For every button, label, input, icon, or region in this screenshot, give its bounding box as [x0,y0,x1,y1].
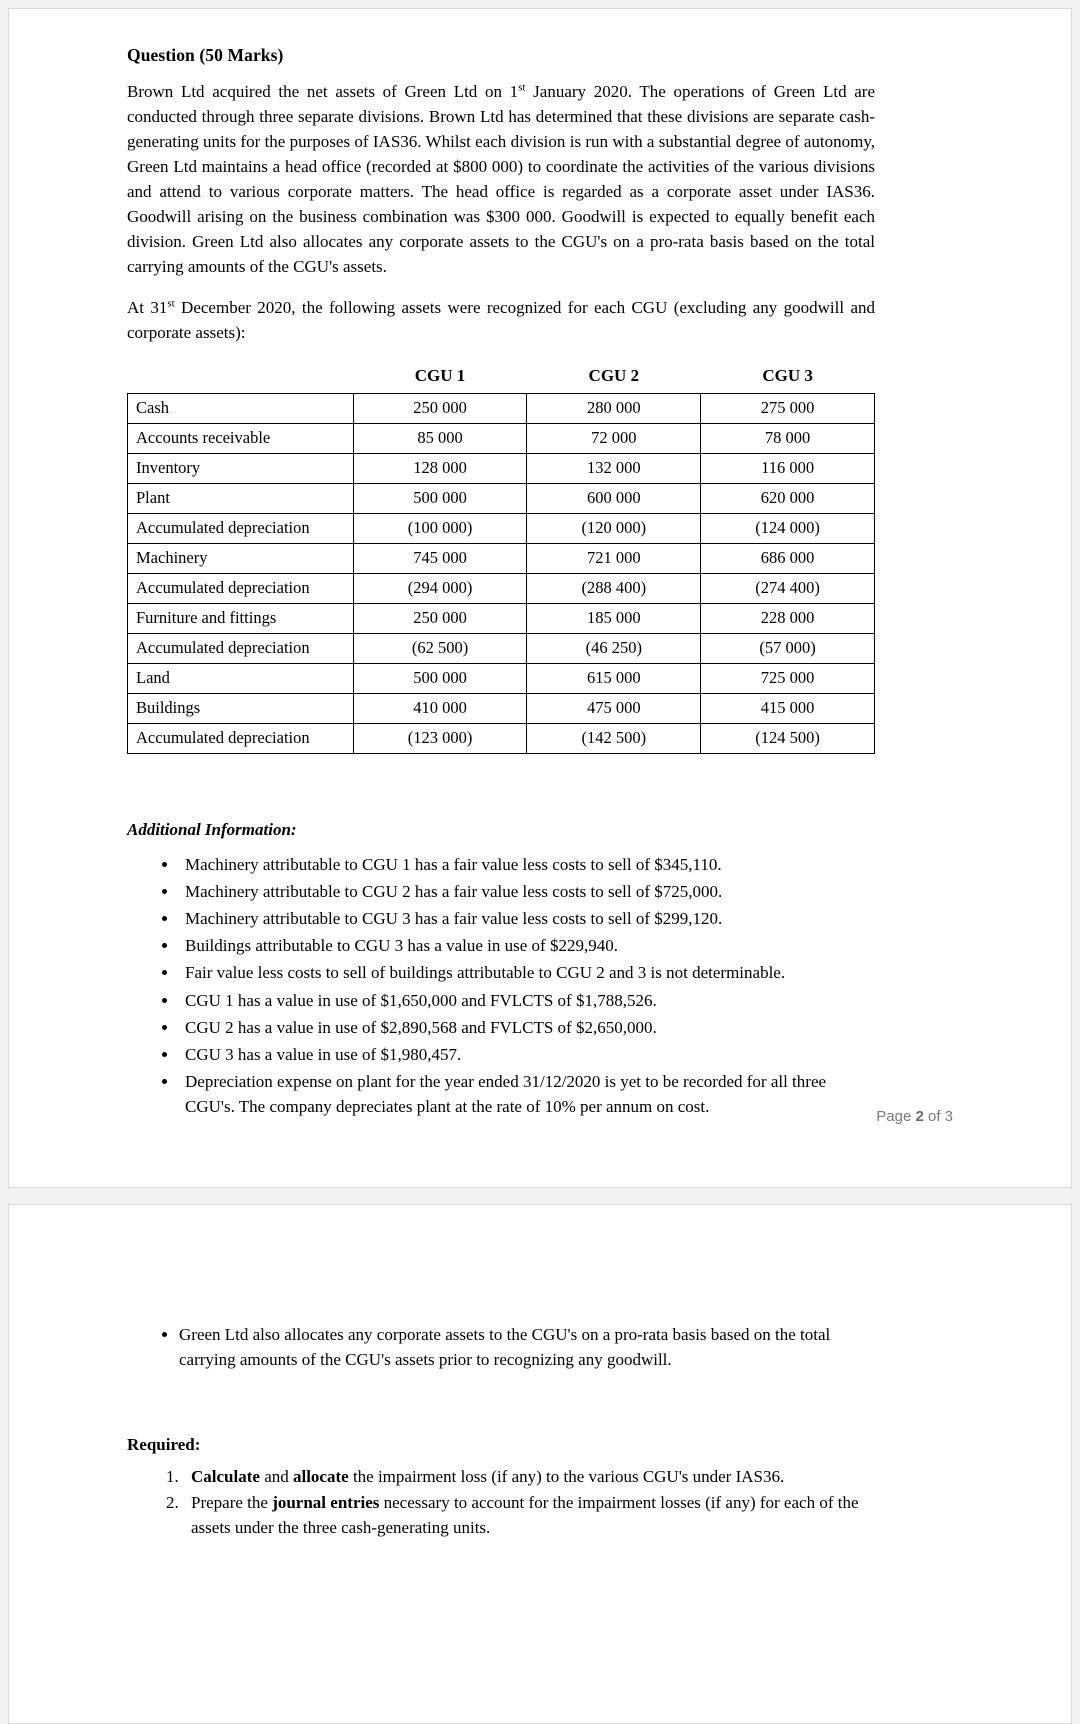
row-value-cgu1: 250 000 [353,393,527,423]
requirements-list [127,1465,875,1541]
row-value-cgu2: (142 500) [527,723,701,753]
row-value-cgu2: (288 400) [527,573,701,603]
ordinal-suffix-2: st [167,297,175,310]
requirement-2-rest: necessary to account for the impairment losses (if any) for each of the assets under the three cash-generating units. [191,1492,859,1537]
list-item: • Machinery attributable to CGU 3 has a fair value less costs to sell of $299,120. [179,906,875,931]
table-row [128,453,875,483]
row-label: Cash [128,393,354,423]
row-value-cgu1: (123 000) [353,723,527,753]
paragraph-assets-post: December 2020, the following assets were recognized for each CGU (excluding any goodwill and corporate assets): [127,297,876,342]
row-value-cgu1: (100 000) [353,513,527,543]
row-label: Accumulated depreciation [128,633,354,663]
row-value-cgu3: (274 400) [701,573,875,603]
list-item: • CGU 3 has a value in use of $1,980,457. [179,1042,875,1067]
row-value-cgu1: 500 000 [353,483,527,513]
row-label: Accumulated depreciation [128,513,354,543]
row-value-cgu3: 620 000 [701,483,875,513]
row-label: Accounts receivable [128,423,354,453]
row-value-cgu2: 475 000 [527,693,701,723]
additional-information-list [127,852,875,1120]
row-value-cgu1: 410 000 [353,693,527,723]
row-value-cgu1: 745 000 [353,543,527,573]
table-row [128,543,875,573]
table-row [128,573,875,603]
list-item: • Green Ltd also allocates any corporate assets to the CGU's on a pro-rata basis based on the total carrying amounts of the CGU's assets prior to recognizing any goodwill. [179,1323,875,1373]
page-number [876,1108,953,1125]
row-value-cgu3: (57 000) [701,633,875,663]
requirement-2-bold: journal entries [272,1492,380,1512]
cgu-assets-table [127,362,875,754]
page-number-prefix: Page [876,1108,916,1125]
row-value-cgu1: 85 000 [353,423,527,453]
row-label: Accumulated depreciation [128,723,354,753]
paragraph-intro [127,80,875,280]
row-label: Inventory [128,453,354,483]
row-value-cgu2: 72 000 [527,423,701,453]
row-value-cgu1: 500 000 [353,663,527,693]
cgu-table-body [128,393,875,753]
table-row [128,633,875,663]
page-2-content [127,1323,875,1541]
column-header-cgu1: CGU 1 [414,366,466,386]
row-value-cgu1: 250 000 [353,603,527,633]
list-item: • Fair value less costs to sell of buildings attributable to CGU 2 and 3 is not determinable. [179,960,875,985]
row-value-cgu2: 615 000 [527,663,701,693]
table-header-row [128,362,875,394]
requirement-1-bold-calculate: Calculate [191,1466,260,1486]
row-value-cgu1: (62 500) [353,633,527,663]
row-value-cgu3: 275 000 [701,393,875,423]
list-item: • Machinery attributable to CGU 2 has a fair value less costs to sell of $725,000. [179,879,875,904]
table-row [128,723,875,753]
row-value-cgu1: 128 000 [353,453,527,483]
table-row [128,663,875,693]
table-row [128,693,875,723]
page-1-content [127,45,875,1119]
table-row [128,603,875,633]
table-row [128,423,875,453]
row-value-cgu3: 686 000 [701,543,875,573]
list-item: • CGU 1 has a value in use of $1,650,000 and FVLCTS of $1,788,526. [179,988,875,1013]
paragraph-intro-post: January 2020. The operations of Green Ltd are conducted through three separate divisions. Brown Ltd has determined that these divisions are separate cash-generating units for the purposes of IAS36. Whilst each division is run with a substantial degree of autonomy, Green Ltd maintains a head office (recorded at $800 000) to coordinate the activities of the various divisions and attend to various corporate matters. The head office is regarded as a corporate asset under IAS36. Goodwill arising on the business combination was $300 000. Goodwill is expected to equally benefit each division. Green Ltd also allocates any corporate assets to the CGU's on a pro-rata basis based on the total carrying amounts of the CGU's assets. [127,82,875,276]
question-title: Question (50 Marks) [127,45,284,65]
row-value-cgu3: (124 500) [701,723,875,753]
row-label: Furniture and fittings [128,603,354,633]
row-value-cgu3: (124 000) [701,513,875,543]
row-label: Accumulated depreciation [128,573,354,603]
row-value-cgu2: 280 000 [527,393,701,423]
row-label: Plant [128,483,354,513]
row-value-cgu3: 228 000 [701,603,875,633]
document-page-1 [8,8,1072,1188]
row-value-cgu3: 116 000 [701,453,875,483]
corporate-assets-list [127,1323,875,1373]
paragraph-assets-pre: At 31 [127,297,168,317]
paragraph-intro-pre: Brown Ltd acquired the net assets of Green Ltd on 1 [127,82,519,101]
table-row [128,483,875,513]
row-label: Buildings [128,693,354,723]
requirement-1-bold-allocate: allocate [292,1466,349,1486]
list-item: • CGU 2 has a value in use of $2,890,568 and FVLCTS of $2,650,000. [179,1015,875,1040]
list-item [183,1465,875,1490]
page-number-suffix: of 3 [923,1108,953,1125]
row-value-cgu2: 600 000 [527,483,701,513]
requirement-1-mid: and [259,1466,293,1486]
column-header-cgu3: CGU 3 [762,366,813,386]
row-value-cgu2: 185 000 [527,603,701,633]
table-row [128,513,875,543]
row-value-cgu2: 721 000 [527,543,701,573]
row-value-cgu2: (46 250) [527,633,701,663]
cgu-table-header [128,362,875,394]
list-item: • Machinery attributable to CGU 1 has a fair value less costs to sell of $345,110. [179,852,875,877]
list-item [183,1491,875,1541]
document-page-2 [8,1204,1072,1724]
row-value-cgu2: 132 000 [527,453,701,483]
row-label: Machinery [128,543,354,573]
requirement-1-rest: the impairment loss (if any) to the various CGU's under IAS36. [348,1466,785,1486]
column-header-cgu2: CGU 2 [588,366,640,386]
page-2-bullet-block [127,1323,875,1373]
additional-information-heading: Additional Information: [127,819,297,839]
row-value-cgu3: 415 000 [701,693,875,723]
row-label: Land [128,663,354,693]
paragraph-assets [127,296,875,346]
row-value-cgu3: 725 000 [701,663,875,693]
table-row [128,393,875,423]
ordinal-suffix-1: st [518,81,526,94]
required-heading: Required: [127,1434,201,1454]
row-value-cgu1: (294 000) [353,573,527,603]
list-item: • Depreciation expense on plant for the year ended 31/12/2020 is yet to be recorded for all three CGU's. The company depreciates plant at the rate of 10% per annum on cost. [179,1069,875,1119]
row-value-cgu2: (120 000) [527,513,701,543]
column-header-blank [128,362,354,394]
list-item: • Buildings attributable to CGU 3 has a value in use of $229,940. [179,933,875,958]
row-value-cgu3: 78 000 [701,423,875,453]
requirement-2-pre: Prepare the [191,1492,273,1512]
page-number-value: 2 [915,1108,924,1125]
